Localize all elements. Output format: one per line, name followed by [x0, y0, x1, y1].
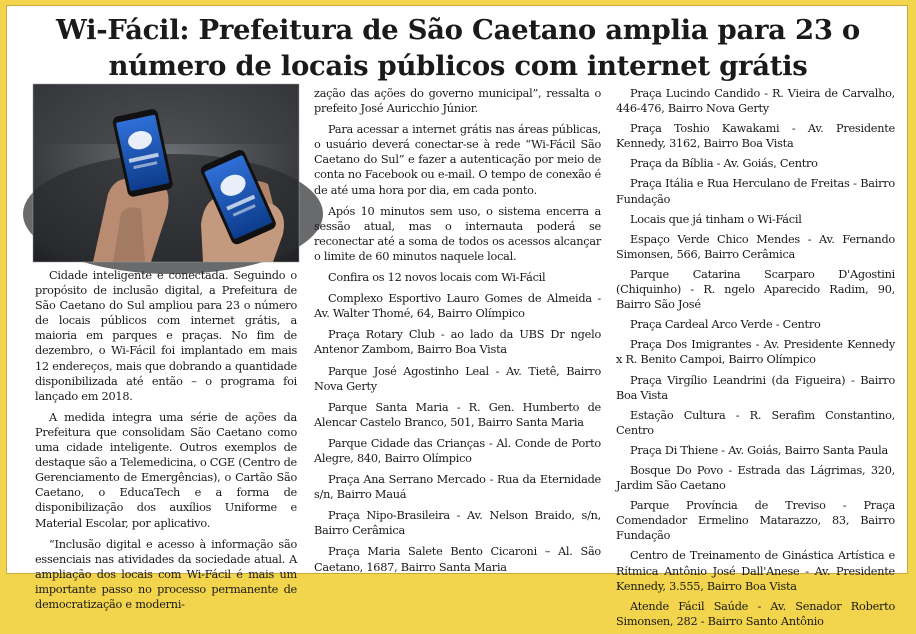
phones-photo-illustration — [33, 84, 299, 262]
location-item: Parque Catarina Scarparo D'Agostini (Chiquinho) - R. ngelo Aparecido Radim, 90, Bairro São José — [616, 267, 895, 312]
location-item: Praça da Bíblia - Av. Goiás, Centro — [630, 157, 818, 171]
location-item: Bosque Do Povo - Estrada das Lágrimas, 320, Jardim São Caetano — [616, 463, 895, 493]
article-column-2 — [314, 86, 601, 581]
paragraph: Após 10 minutos sem uso, o sistema encerra a sessão atual, mas o internauta poderá se reconectar até a soma de todos os acessos alcançar o limite de 60 minutos naquele local. — [314, 204, 601, 263]
location-item: Estação Cultura - R. Serafim Constantino, Centro — [616, 408, 895, 437]
paragraph: “Inclusão digital e acesso à informação são essenciais nas atividades da sociedade atual. A ampliação dos locais com Wi-Fácil é mais um importante passo no processo permanente de democratização e moderni- — [35, 537, 297, 611]
location-item: Praça Lucindo Candido - R. Vieira de Carvalho, 446-476, Bairro Nova Gerty — [616, 87, 895, 116]
location-item: Atende Fácil Saúde - Av. Senador Roberto Simonsen, 282 - Bairro Santo Antônio — [616, 599, 895, 628]
location-item: Praça Toshio Kawakami - Av. Presidente Kennedy, 3162, Bairro Boa Vista — [616, 122, 895, 151]
article-photo — [33, 84, 299, 262]
paragraph: Cidade inteligente e conectada. Seguindo o propósito de inclusão digital, a Prefeitura de São Caetano do Sul ampliou para 23 o número de locais públicos com internet grátis, a maioria em parques e praças. No fim de dezembro, o Wi-Fácil foi implantado em mais 12 endereços, mais que dobrando a quantidade disponibilizada até então – o programa foi lançado em 2018. — [35, 269, 297, 403]
paragraph: Para acessar a internet grátis nas áreas públicas, o usuário deverá conectar-se à rede “Wi-Fácil São Caetano do Sul” e fazer a autenticação por meio de conta no Facebook ou e-mail. O tempo de conexão é de até uma hora por dia, em cada ponto. — [314, 123, 601, 197]
location-item: Praça Rotary Club - ao lado da UBS Dr ngelo Antenor Zambom, Bairro Boa Vista — [314, 328, 601, 357]
list-heading: Confira os 12 novos locais com Wi-Fácil — [328, 271, 546, 285]
paragraph: A medida integra uma série de ações da Prefeitura que consolidam São Caetano como uma cidade inteligente. Outros exemplos de destaque são a Telemedicina, o CGE (Centro de Gerenciamento de Emergências), o Cartão São Caetano, o EducaTech e a forma de disponibilização dos auxílios Uniforme e Material Escolar, por aplicativo. — [35, 410, 297, 530]
list-heading: Locais que já tinham o Wi-Fácil — [630, 212, 802, 226]
location-item: Praça Maria Salete Bento Cicaroni – Al. São Caetano, 1687, Bairro Santa Maria — [314, 545, 601, 574]
article-column-1 — [35, 268, 297, 618]
newspaper-clipping — [6, 5, 908, 628]
article-column-3 — [616, 86, 895, 634]
paragraph: zação das ações do governo municipal”, ressalta o prefeito José Auricchio Júnior. — [314, 87, 601, 116]
location-item: Parque José Agostinho Leal - Av. Tietê, Bairro Nova Gerty — [314, 364, 601, 393]
location-item: Praça Virgílio Leandrini (da Figueira) - Bairro Boa Vista — [616, 373, 895, 402]
location-item: Praça Dos Imigrantes - Av. Presidente Kennedy x R. Benito Campoi, Bairro Olímpico — [616, 338, 895, 367]
location-item: Parque Santa Maria - R. Gen. Humberto de Alencar Castelo Branco, 501, Bairro Santa Maria — [314, 400, 601, 429]
location-item: Praça Cardeal Arco Verde - Centro — [630, 318, 821, 332]
location-item: Praça Ana Serrano Mercado - Rua da Eternidade s/n, Bairro Mauá — [314, 473, 601, 502]
location-item: Praça Nipo-Brasileira - Av. Nelson Braido, s/n, Bairro Cerâmica — [314, 509, 601, 538]
location-item: Praça Itália e Rua Herculano de Freitas - Bairro Fundação — [616, 177, 895, 206]
location-item: Praça Di Thiene - Av. Goiás, Bairro Santa Paula — [630, 443, 888, 457]
location-item: Centro de Treinamento de Ginástica Artística e Rítmica Antônio José Dall'Anese - Av. Presidente Kennedy, 3.555, Bairro Boa Vista — [616, 549, 895, 593]
location-item: Espaço Verde Chico Mendes - Av. Fernando Simonsen, 566, Bairro Cerâmica — [616, 232, 895, 261]
headline: Wi-Fácil: Prefeitura de São Caetano amplia para 23 o número de locais públicos com internet grátis — [56, 14, 860, 82]
location-item: Parque Cidade das Crianças - Al. Conde de Porto Alegre, 840, Bairro Olímpico — [314, 436, 601, 465]
location-item: Parque Província de Treviso - Praça Comendador Ermelino Matarazzo, 83, Bairro Fundação — [616, 499, 895, 543]
location-item: Complexo Esportivo Lauro Gomes de Almeida - Av. Walter Thomé, 64, Bairro Olímpico — [314, 292, 601, 321]
